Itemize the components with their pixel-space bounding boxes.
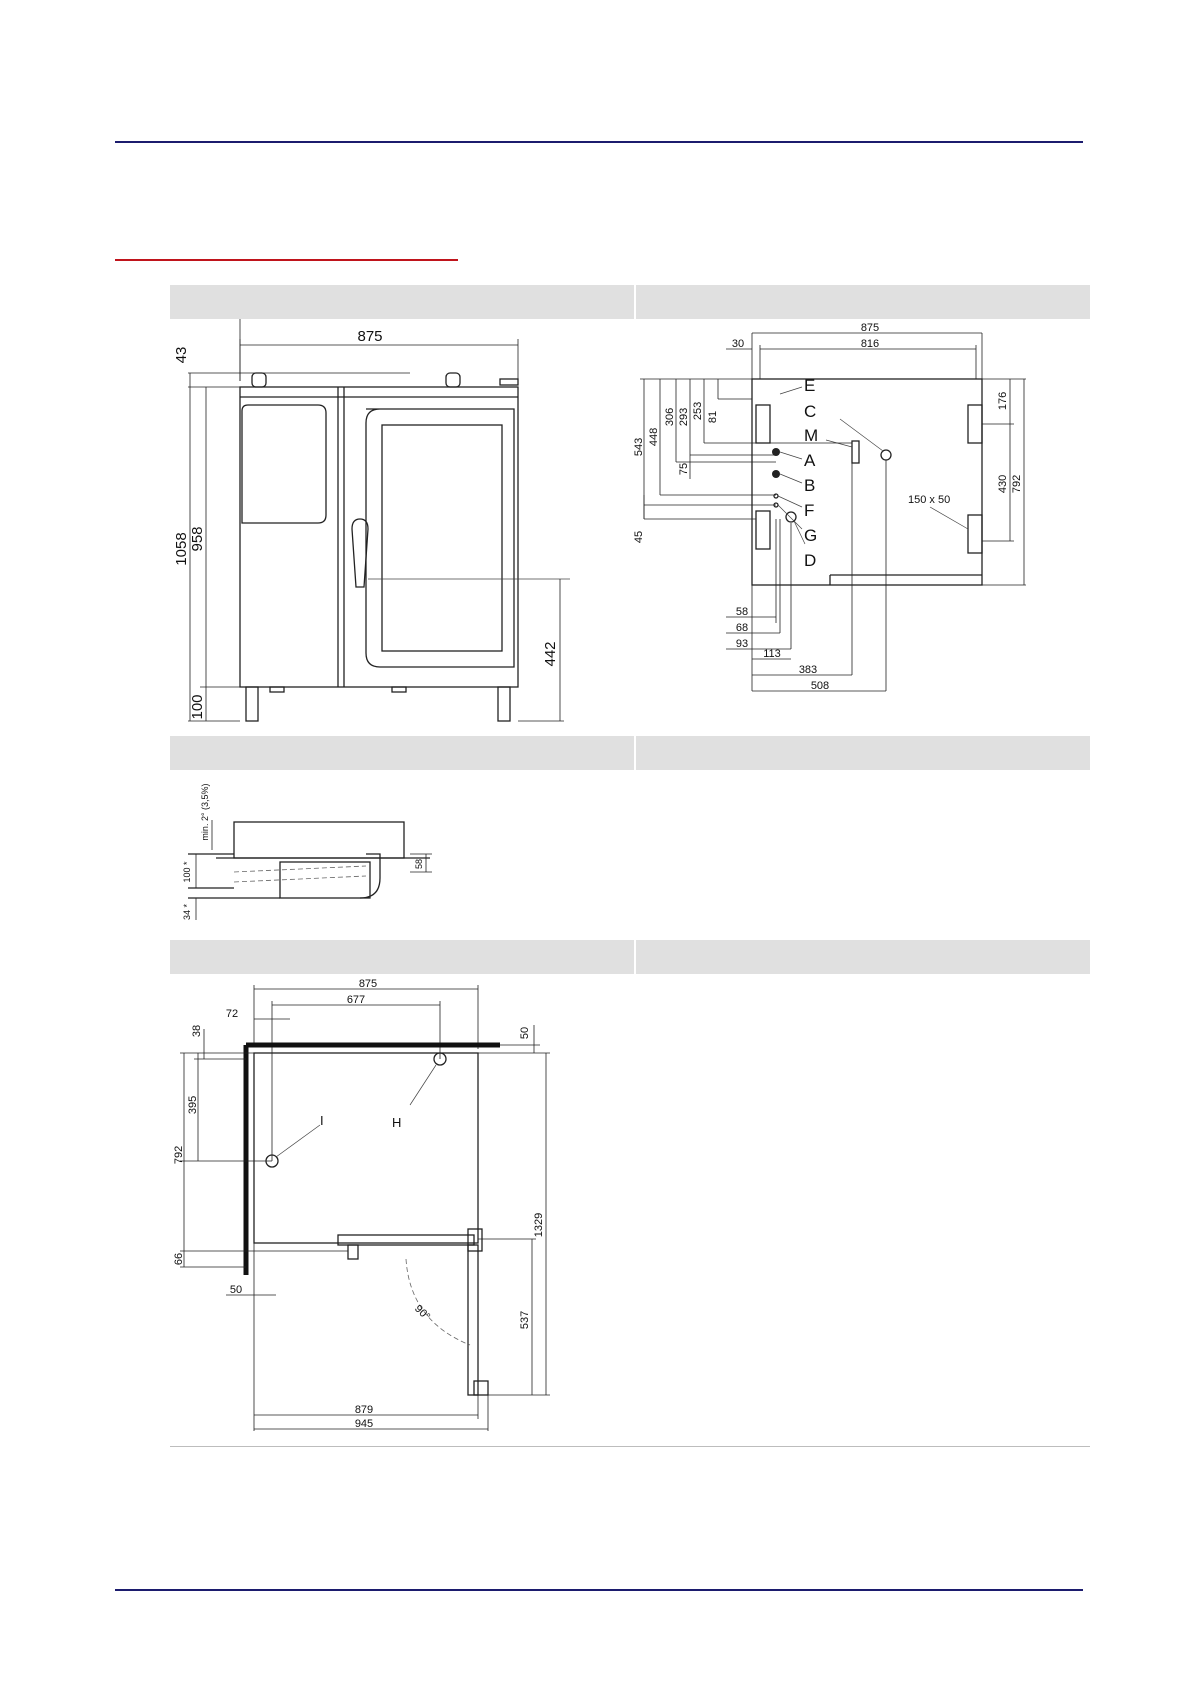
- dim-conn-bottom-508: 508: [810, 680, 830, 692]
- connection-view-drawing: [630, 319, 1060, 719]
- leg-left: [246, 687, 258, 721]
- front-view-drawing: [170, 319, 570, 734]
- leader-h: [410, 1065, 436, 1105]
- dim-plan-depth: 1329: [533, 1212, 545, 1238]
- dim-conn-left-81: 81: [707, 410, 719, 424]
- foot-detail-1: [270, 687, 284, 692]
- dim-conn-right-176: 176: [997, 391, 1009, 411]
- section-header-row-3: [170, 940, 1090, 974]
- door-open: [468, 1245, 478, 1395]
- dim-conn-left-45: 45: [633, 530, 645, 544]
- header-rule: [115, 141, 1083, 143]
- top-knob-right: [446, 373, 460, 387]
- foot-bottom-left: [756, 511, 770, 549]
- drain-dashed-2: [234, 876, 366, 882]
- leader-foot: [930, 507, 968, 529]
- dim-front-width: 875: [357, 328, 383, 345]
- connection-d: [786, 512, 796, 522]
- label-m: M: [804, 426, 819, 445]
- dim-conn-bottom-68: 68: [735, 622, 749, 634]
- door-handle-open: [474, 1381, 488, 1395]
- dim-conn-right-430: 430: [997, 474, 1009, 494]
- dim-drain-slope: min. 2° (3,5%): [200, 783, 210, 841]
- control-panel: [242, 405, 326, 523]
- dim-plan-door: 537: [519, 1310, 531, 1330]
- label-g: G: [804, 526, 818, 545]
- unit-outline: [752, 379, 982, 585]
- dim-front-total-height: 1058: [173, 532, 190, 566]
- leader-e: [780, 387, 802, 394]
- label-d: D: [804, 551, 817, 570]
- dim-conn-offset: 30: [731, 338, 745, 350]
- table-bottom-line: [170, 1446, 1090, 1447]
- dim-conn-bottom-113: 113: [763, 648, 781, 660]
- leader-f: [778, 496, 802, 507]
- dim-plan-angle: 90°: [411, 1302, 433, 1324]
- dim-drain-height: 100 *: [182, 861, 192, 883]
- leader-m: [826, 440, 852, 447]
- section-header-row-1: [170, 285, 1090, 319]
- label-h: H: [392, 1115, 402, 1130]
- label-e: E: [804, 376, 816, 395]
- connection-m: [852, 441, 859, 463]
- dim-conn-left-253: 253: [692, 401, 704, 421]
- dim-plan-top-right: 50: [519, 1026, 531, 1040]
- dim-conn-left-75: 75: [678, 462, 690, 476]
- label-f: F: [804, 501, 815, 520]
- door-foot: [348, 1245, 358, 1259]
- dim-plan-width: 875: [358, 978, 378, 990]
- door-window: [382, 425, 502, 651]
- dim-plan-h2: 792: [173, 1145, 185, 1165]
- connection-b: [772, 470, 780, 478]
- door-frame: [366, 409, 514, 667]
- foot-detail-2: [392, 687, 406, 692]
- foot-top-left: [756, 405, 770, 443]
- label-i: I: [320, 1113, 324, 1128]
- leg-right: [498, 687, 510, 721]
- drain-dashed-1: [234, 866, 366, 872]
- dim-front-top: 43: [173, 346, 190, 364]
- dim-front-handle-height: 442: [542, 641, 559, 667]
- footer-rule: [115, 1589, 1083, 1591]
- drain-box: [280, 862, 370, 898]
- plan-view-drawing: [170, 975, 570, 1445]
- leader-i: [276, 1125, 320, 1157]
- leader-b: [780, 474, 802, 483]
- dim-conn-bottom-93: 93: [735, 638, 749, 650]
- door-hinge: [468, 1229, 482, 1251]
- dim-plan-w1: 879: [354, 1404, 374, 1416]
- dim-plan-w2: 945: [354, 1418, 374, 1430]
- dim-conn-left-293: 293: [678, 407, 690, 427]
- dim-conn-bottom-58: 58: [735, 606, 749, 618]
- dim-plan-bottom-left: 66: [173, 1252, 185, 1266]
- dim-drain-low: 34 *: [182, 903, 192, 921]
- door-swing-arc: [406, 1259, 470, 1345]
- dim-front-leg: 100: [189, 694, 206, 720]
- dim-plan-top-off: 38: [191, 1024, 203, 1038]
- label-c: C: [804, 402, 817, 421]
- dim-conn-right-792: 792: [1011, 474, 1023, 494]
- unit-footprint: [254, 1053, 478, 1243]
- dim-conn-width: 875: [860, 322, 880, 334]
- label-b: B: [804, 476, 816, 495]
- drain-view-drawing: [170, 770, 450, 935]
- oven-body: [240, 387, 518, 687]
- top-knob-left: [252, 373, 266, 387]
- dim-front-body-height: 958: [189, 526, 206, 552]
- unit-base: [234, 822, 404, 858]
- leader-g: [778, 505, 802, 529]
- dim-conn-inner-width: 816: [860, 338, 880, 350]
- dim-plan-left: 72: [225, 1008, 239, 1020]
- foot-bottom-right: [968, 515, 982, 553]
- leader-a: [780, 452, 802, 459]
- dim-drain-pipe: 58: [414, 858, 424, 870]
- foot-top-right: [968, 405, 982, 443]
- dim-plan-h1: 395: [187, 1095, 199, 1115]
- dim-plan-wall: 50: [229, 1284, 243, 1296]
- label-a: A: [804, 451, 816, 470]
- dim-plan-inner: 677: [346, 994, 366, 1006]
- dim-foot-size: 150 x 50: [908, 494, 951, 506]
- connection-c: [881, 450, 891, 460]
- leader-c: [840, 419, 883, 451]
- dim-conn-left-448: 448: [648, 427, 660, 447]
- section-title-underline: [115, 259, 458, 261]
- top-vent: [500, 379, 518, 385]
- section-header-row-2: [170, 736, 1090, 770]
- dim-conn-left-543: 543: [633, 437, 645, 457]
- dim-conn-left-306: 306: [664, 407, 676, 427]
- dim-conn-bottom-383: 383: [798, 664, 818, 676]
